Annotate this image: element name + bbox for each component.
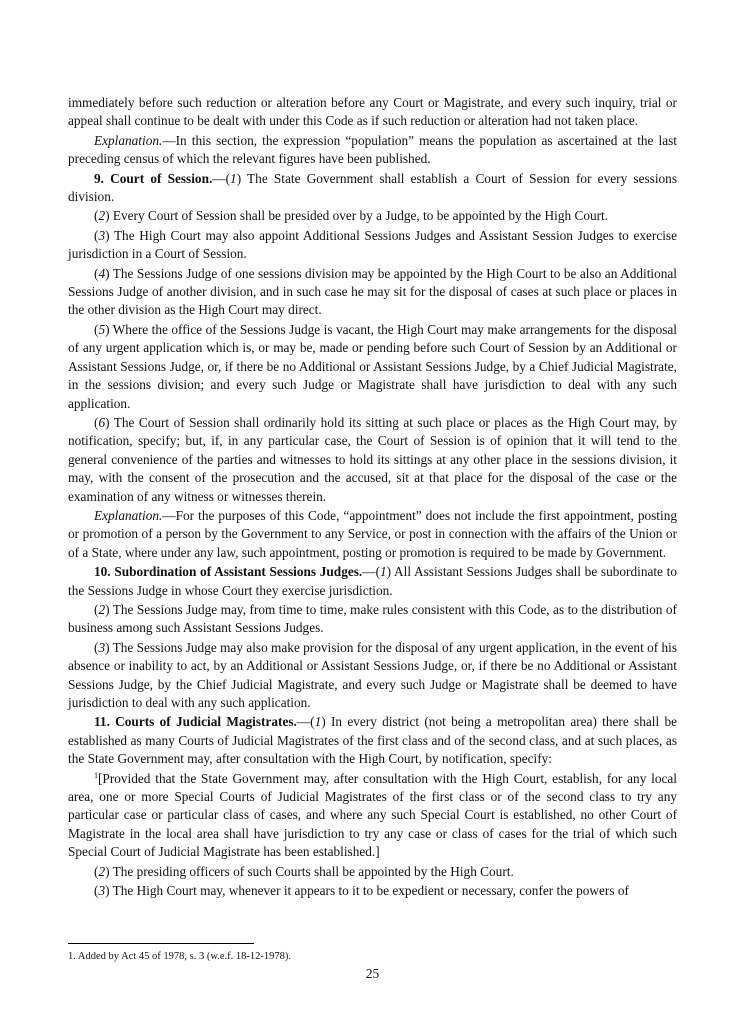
explanation-paragraph [68,132,677,169]
subsection-text: ) All Assistant Sessions Judges shall be subordinate to the Sessions Judge in whose Court they exercise jurisdiction. [68,564,678,598]
subsection-number: 6 [98,414,106,430]
subsection-number: 1 [380,564,387,580]
section-10-subsection-3: (3) The Sessions Judge may also make provision for the disposal of any urgent application, in the event of his absence or inability to act, by an Additional or Assistant Sessions Judge, or, if there be no Additional or Assistant Sessions Judge, by the Chief Judicial Magistrate, and every such Judge or Magistrate shall be deemed to have jurisdiction to deal with any such application. [68,639,678,710]
subsection-text: ) The presiding officers of such Courts shall be appointed by the High Court. [105,863,514,879]
page-number: 25 [365,966,380,981]
explanation-lead: Explanation. [94,507,163,523]
footnote-divider [68,943,254,944]
section-9-subsection-5: (5) Where the office of the Sessions Judge is vacant, the High Court may make arrangements for the disposal of any urgent application which is, or may be, made or pending before such Court of Session by an Additional or Assistant Sessions Judge, or, if there be no Additional or Assistant Sessions Judge, by a Chief Judicial Magistrate, in the sessions division; and every such Judge or Magistrate shall have jurisdiction to deal with any such application. [68,321,677,411]
subsection-text: ) The Sessions Judge may also make provision for the disposal of any urgent application, in the event of his absence or inability to act, by an Additional or Assistant Sessions Judge, or, if there be no Additional or Assistant Sessions Judge, by the Chief Judicial Magistrate, and every such Judge or Magistrate shall be deemed to have jurisdiction to deal with any such application. [68,639,678,710]
subsection-number: 3 [98,883,106,899]
document-body [68,94,677,901]
section-10-heading: 10. Subordination of Assistant Sessions Judges. [94,564,363,580]
subsection-number: 2 [98,208,106,224]
subsection-text: ) Where the office of the Sessions Judge is vacant, the High Court may make arrangements for the disposal of any urgent application which is, or may be, made or pending before such Court of Session by an Additional or Assistant Sessions Judge, or, if there be no Additional or Assistant Sessions Judge, by a Chief Judicial Magistrate, in the sessions division; and every such Judge or Magistrate shall have jurisdiction to deal with any such application. [68,321,677,411]
section-9-subsection-6: (6) The Court of Session shall ordinarily hold its sitting at such place or places as the High Court may, by notification, specify; but, if, in any particular case, the Court of Session is of opinion that it will tend to the general convenience of the parties and witnesses to hold its sittings at any other place in the sessions division, it may, with the consent of the prosecution and the accused, sit at that place for the disposal of the case or the examination of any witness or witnesses therein. [68,414,677,504]
subsection-number: 3 [98,227,106,243]
subsection-number: 5 [98,321,106,337]
section-11-proviso [68,770,677,862]
subsection-number: 1 [230,170,237,186]
subsection-number: 4 [98,265,106,281]
subsection-number: 1 [314,714,322,730]
subsection-text: ) In every district (not being a metropolitan area) there shall be established as many Courts of Judicial Magistrates of the first class and of the second class, and at such places, as the State Government may, after consultation with the High Court, by notification, specify: [68,714,678,767]
explanation-lead: Explanation. [94,132,163,148]
section-9-subsection-4: (4) The Sessions Judge of one sessions division may be appointed by the High Court to be also an Additional Sessions Judge of another division, and in such case he may sit for the disposal of cases at such place or places in the other division as the High Court may direct. [68,265,677,318]
section-11-heading: 11. Courts of Judicial Magistrates. [94,714,297,730]
section-10-subsection-1 [68,563,677,600]
footnote: 1. Added by Act 45 of 1978, s. 3 (w.e.f. 18-12-1978). [68,951,291,962]
section-dash: —( [362,564,380,580]
proviso-text: [Provided that the State Government may, after consultation with the High Court, establish, for any local area, one or more Special Courts of Judicial Magistrates of the first class or of the second class to try any particular case or particular class of cases, and where any such Special Court is established, no other Court of Magistrate in the local area shall have jurisdiction to try any case or class of cases for the trial of which such Special Court of Judicial Magistrate has been established.] [68,770,677,860]
subsection-number: 2 [98,601,106,617]
explanation-text: —For the purposes of this Code, “appointment” does not include the first appointment, posting or promotion of a person by the Government to any Service, or post in connection with the affairs of the Union or of a State, where under any law, such appointment, posting or promotion is required to be made by Government. [68,507,677,560]
subsection-text: ) Every Court of Session shall be presided over by a Judge, to be appointed by the High Court. [105,208,609,224]
section-9-subsection-2: (2) Every Court of Session shall be presided over by a Judge, to be appointed by the High Court. [94,208,609,224]
subsection-text: ) The High Court may, whenever it appears to it to be expedient or necessary, confer the powers of [105,883,629,899]
section-9-subsection-1 [68,170,677,207]
subsection-number: 2 [98,863,106,879]
paragraph-continuation: immediately before such reduction or alteration before any Court or Magistrate, and every such inquiry, trial or appeal shall continue to be dealt with under this Code as if such reduction or alteration had not taken place. [68,95,677,129]
explanation-text: —In this section, the expression “population” means the population as ascertained at the last preceding census of which the relevant figures have been published. [68,132,677,167]
subsection-text: ) The Sessions Judge may, from time to time, make rules consistent with this Code, as to the distribution of business among such Assistant Sessions Judges. [68,601,677,636]
section-dash: —( [296,714,315,730]
section-9-explanation [68,507,677,562]
footnote-reference: 1 [94,770,98,780]
section-9-heading: 9. Court of Session. [94,170,213,186]
section-10-subsection-2: (2) The Sessions Judge may, from time to time, make rules consistent with this Code, as to the distribution of business among such Assistant Sessions Judges. [68,601,677,636]
section-11-subsection-1 [68,713,677,768]
section-9-subsection-3: (3) The High Court may also appoint Additional Sessions Judges and Assistant Session Judges to exercise jurisdiction in a Court of Session. [68,227,677,262]
subsection-text: ) The High Court may also appoint Additional Sessions Judges and Assistant Session Judges to exercise jurisdiction in a Court of Session. [68,227,677,262]
subsection-text: ) The Court of Session shall ordinarily hold its sitting at such place or places as the High Court may, by notification, specify; but, if, in any particular case, the Court of Session is of opinion that it will tend to the general convenience of the parties and witnesses to hold its sittings at any other place in the sessions division, it may, with the consent of the prosecution and the accused, sit at that place for the disposal of the case or the examination of any witness or witnesses therein. [68,414,677,504]
subsection-text: ) The State Government shall establish a Court of Session for every sessions division. [68,170,677,205]
subsection-text: ) The Sessions Judge of one sessions division may be appointed by the High Court to be also an Additional Sessions Judge of another division, and in such case he may sit for the disposal of cases at such place or places in the other division as the High Court may direct. [68,265,677,318]
section-dash: —( [212,170,231,186]
section-11-subsection-2: (2) The presiding officers of such Courts shall be appointed by the High Court. [94,863,514,879]
subsection-number: 3 [98,639,106,655]
section-11-subsection-3: (3) The High Court may, whenever it appears to it to be expedient or necessary, confer the powers of [94,883,629,899]
